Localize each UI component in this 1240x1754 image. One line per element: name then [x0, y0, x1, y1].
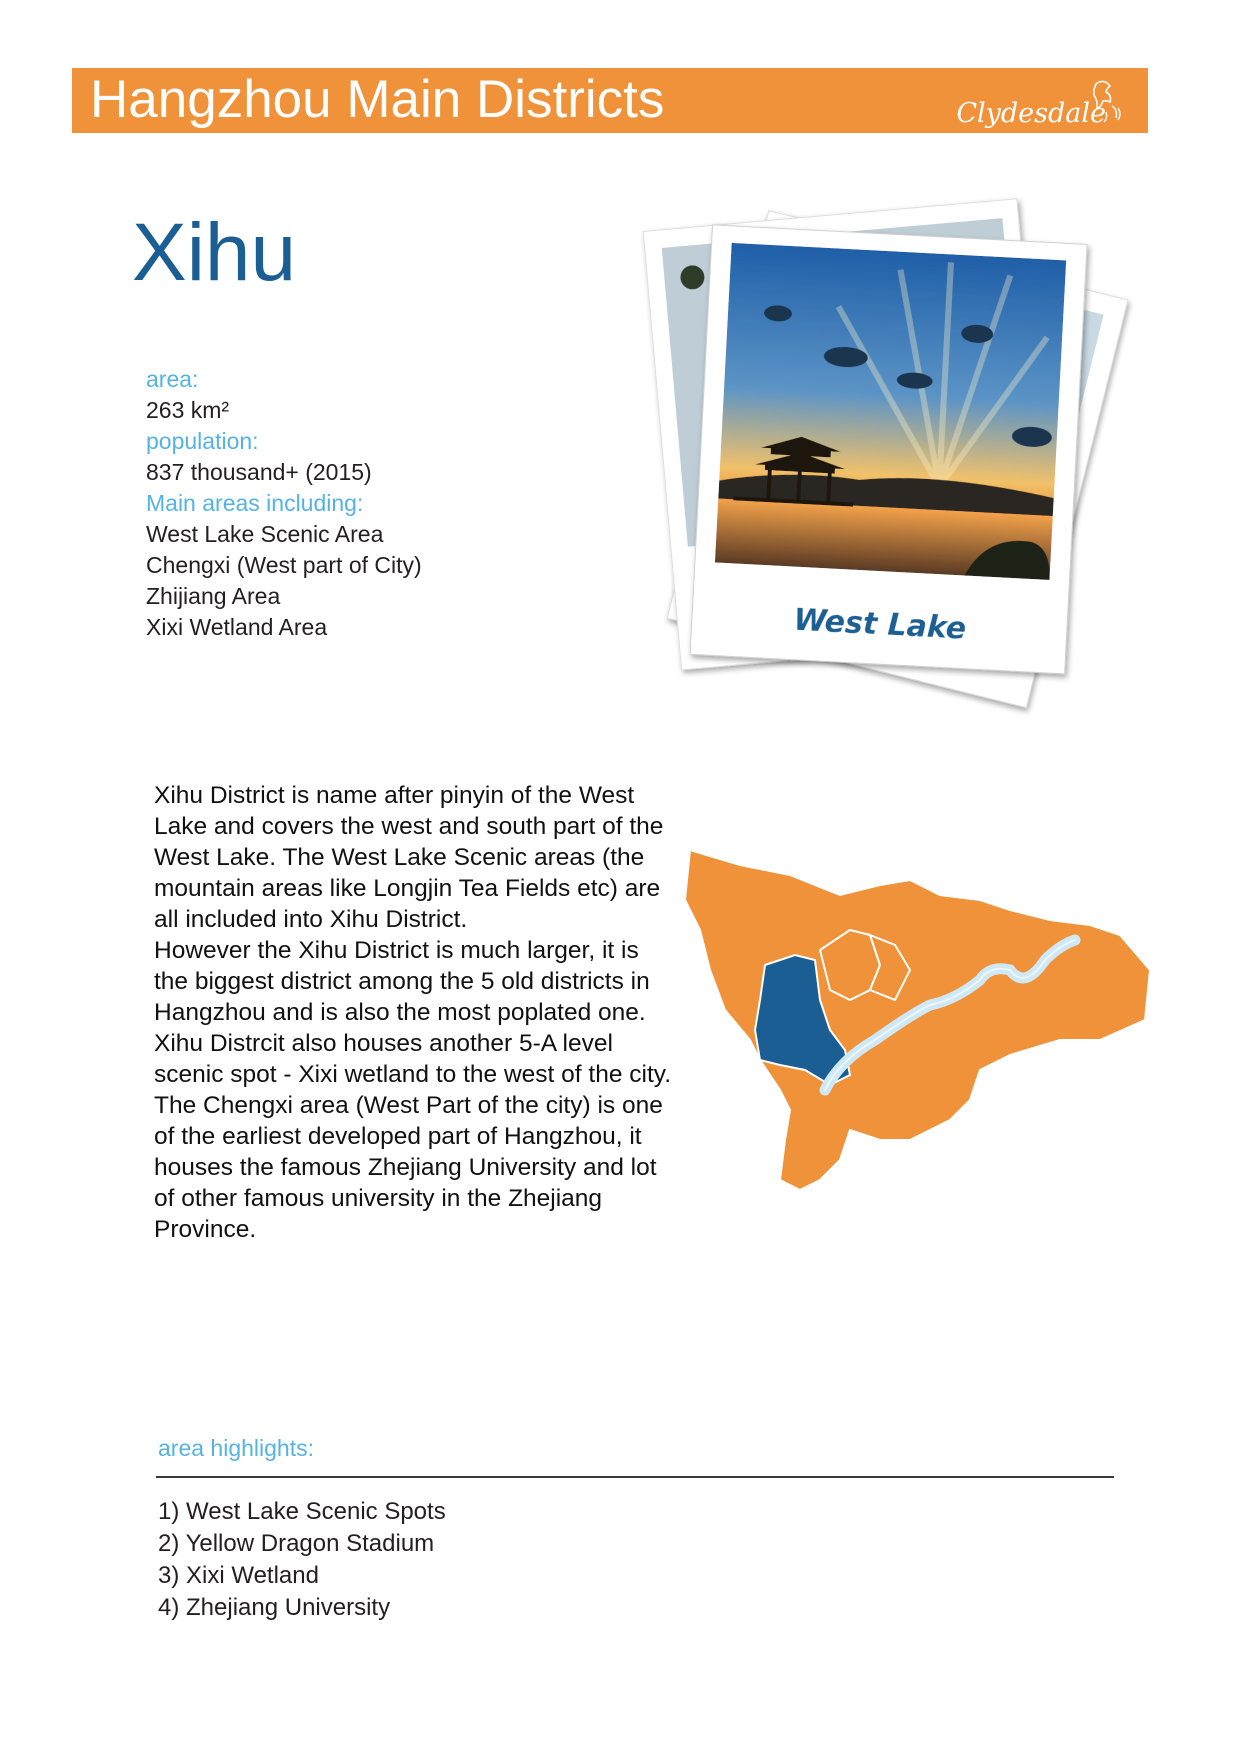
highlight-item: 4) Zhejiang University: [158, 1594, 391, 1621]
header-banner: [72, 68, 1148, 133]
area-value: 263 km²: [146, 397, 230, 423]
highlights-label: area highlights:: [158, 1435, 314, 1461]
logo-text: Clydesdale: [956, 98, 1106, 129]
description-paragraph: Xihu District is name after pinyin of the West Lake and covers the west and south part of the West Lake. The West Lake Scenic areas (the mountain areas like Longjin Tea Fields etc) are all included into Xihu District.: [154, 782, 664, 933]
photo-caption: West Lake: [792, 602, 968, 647]
population-label: population:: [146, 428, 259, 454]
district-title: Xihu: [132, 207, 297, 298]
main-areas-label: Main areas including:: [146, 490, 364, 516]
population-value: 837 thousand+ (2015): [146, 459, 372, 485]
clydesdale-logo: [946, 78, 1136, 128]
page-title: Hangzhou Main Districts: [90, 70, 665, 129]
main-area-item: Xixi Wetland Area: [146, 614, 328, 640]
highlight-item: 1) West Lake Scenic Spots: [158, 1498, 446, 1525]
hangzhou-district-map: [680, 840, 1170, 1240]
west-lake-photo: [640, 190, 1160, 730]
district-facts: [146, 364, 422, 643]
district-map-graphic: [680, 840, 1170, 1240]
main-area-item: Zhijiang Area: [146, 583, 281, 609]
description-paragraph: The Chengxi area (West Part of the city) is one of the earliest developed part of Hangzhou, it houses the famous Zhejiang University and lot of other famous university in the Zhejiang Province.: [154, 1092, 663, 1243]
main-area-item: West Lake Scenic Area: [146, 521, 384, 547]
map-region-other: [685, 850, 1150, 1190]
description-paragraph: Xihu Distrcit also houses another 5-A level scenic spot - Xixi wetland to the west of the city.: [154, 1030, 672, 1088]
highlights-list: [158, 1496, 446, 1624]
description-paragraph: However the Xihu District is much larger, it is the biggest district among the 5 old districts in Hangzhou and is also the most poplated one.: [154, 937, 650, 1026]
main-area-item: Chengxi (West part of City): [146, 552, 422, 578]
area-label: area:: [146, 366, 199, 392]
district-description: [154, 780, 674, 1245]
highlight-item: 2) Yellow Dragon Stadium: [158, 1530, 435, 1557]
west-lake-photo-stack: [640, 190, 1160, 730]
highlight-item: 3) Xixi Wetland: [158, 1562, 319, 1589]
highlights-divider: [156, 1476, 1114, 1478]
